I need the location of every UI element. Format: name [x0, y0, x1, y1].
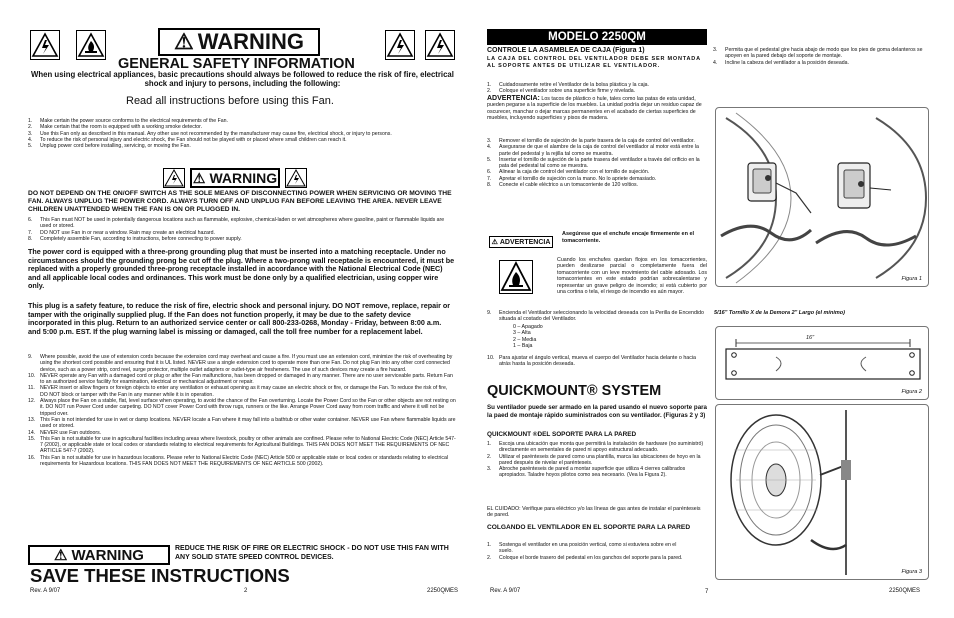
list-item: [487, 466, 707, 479]
item-text: Unplug power cord before installing, servicing, or moving the Fan.: [40, 143, 191, 150]
warning-box-bottom: ⚠ WARNING: [28, 545, 170, 565]
list-item: [487, 441, 707, 454]
doc-code: 2250QMES: [889, 588, 921, 594]
list-item: [713, 47, 928, 60]
electric-hazard-icon: [30, 30, 60, 60]
page-number: 7: [705, 589, 709, 595]
screw-note: 5/16" Tornillo X de la Demora 2" Largo (el mínimo): [714, 310, 845, 316]
item-number: 15.: [28, 435, 36, 442]
list-item: [28, 373, 456, 386]
item-text: This Fan is not suitable for use in hazardous locations. Please refer to National Electric Code (NEC) Article 500 or applicable state or local codes or standards relating to electrical requirements for Hazardous locations. THIS FAN DOES NOT MEET THE REQUIREMENTS OF NEC ARTICLE 500 (2002).: [40, 454, 448, 468]
item-text: Use this Fan only as described in this manual. Any other use not recommended by the manufacturer may cause fire, electrical shock, or injury to persons.: [40, 130, 392, 137]
list-item: [28, 436, 456, 455]
item-text: Where possible, avoid the use of extension cords because the extension cord may overheat and cause a fire. If you must use an extension cord, minimize the risk of overheating by using the shortest cord possible and ensuring that it is UL listed. NEVER use a single extension cord to operate more than one Fan. Do not plug Fan into any other cord connected device, such as a power strip, cord reel, surge protector, multiple outlet adapters or outlet-type air fresheners. The use of such devices may create a fire hazard.: [40, 354, 453, 373]
item-text: Escoja una ubicación que monta que permitirá la instalación de hardware (no suministró) directamente en sementales de pared ni apoyo estructural adecuado.: [499, 441, 704, 454]
electric-hazard-icon: [285, 168, 307, 188]
item-number: 3.: [487, 138, 492, 144]
safety-list-b: [28, 217, 456, 242]
warning-triangle-icon: ⚠: [192, 169, 206, 186]
colgando-heading: COLGANDO EL VENTILADOR EN EL SOPORTE PARA LA PARED: [487, 524, 691, 531]
figure-2-label: Figura 2: [901, 389, 922, 395]
figure-1: [715, 107, 929, 287]
do-not-depend-text: DO NOT DEPEND ON THE ON/OFF SWITCH AS THE SOLE MEANS OF DISCONNECTING POWER WHEN SERVICING OR MOVING THE FAN. ALWAYS UNPLUG THE POWER CORD. ALWAYS TURN OFF AND UNPLUG FAN BEFORE LEAVING THE AREA. NEVER LEAVE CHILDREN UNATTENDED WHEN THE FAN IS ON OR PLUGGED IN.: [28, 190, 452, 214]
item-text: NEVER operate any Fan with a damaged cord or plug or after the Fan malfunctions, has been dropped or damaged in any manner. There are no user serviceable parts. Return Fan to an authorized service facility for examination, electrical or mechanical adjustment or repair.: [40, 372, 453, 386]
item-text: DO NOT use Fan in or near a window. Rain may create an electrical hazard.: [40, 229, 215, 236]
speeds-list: [513, 324, 593, 350]
item-number: 5.: [28, 143, 33, 150]
list-item: [28, 143, 456, 149]
warning-triangle-icon: ⚠: [491, 239, 498, 246]
item-number: 14.: [28, 429, 36, 436]
speed-option: 2 – Media: [513, 336, 537, 343]
doc-code: 2250QMES: [427, 588, 459, 594]
item-number: 13.: [28, 416, 36, 423]
quickmount-title: QUICKMOUNT® SYSTEM: [487, 383, 662, 399]
item-text: Always place the Fan on a stable, flat, level surface when operating, to avoid the chance of the Fan overturning. Locate the Power Cord so the Fan or other objects are not resting on it. DO NOT run Power Cord under carpeting. DO NOT cover Power Cord with throw rugs, runners or the like. Arrange Power Cord away from room traffic and where it will not be tripped over.: [40, 398, 456, 417]
item-number: 1.: [28, 118, 33, 124]
advertencia-label: ADVERTENCIA:: [487, 95, 540, 102]
item-text: Make certain the power source conforms to the electrical requirements of the Fan.: [40, 118, 228, 124]
power-cord-text: The power cord is equipped with a three-prong grounding plug that must be inserted into a matching receptacle. Under no circumstances should the grounding prong be cut off the plug. Where a two-prong wall receptacle is encountered, it must be replaced with a properly grounded three-prong receptacle installed in accordance with the National Electrical Code (NEC) and all applicable local codes and ordinances. This work must be done only by a qualified electrician, using copper wire only.: [28, 247, 455, 291]
electric-hazard-icon: [385, 30, 415, 60]
item-number: 11.: [28, 385, 35, 392]
item-number: 2.: [487, 453, 492, 460]
section-title: GENERAL SAFETY INFORMATION: [118, 56, 355, 72]
quickmount-steps: [487, 441, 707, 479]
list-item: [487, 157, 707, 170]
item-text: Conecte el cable eléctrico a un tomacorriente de 120 voltios.: [499, 182, 638, 189]
item-number: 4.: [28, 136, 33, 143]
item-number: 1.: [487, 441, 492, 447]
list-item: [28, 398, 456, 417]
item-text: Coloque el ventilador sobre una superficie firme y nivelada.: [499, 88, 636, 95]
item-number: 8.: [487, 182, 492, 189]
electric-hazard-icon: [425, 30, 455, 60]
advertencia-box: ⚠ ADVERTENCIA: [489, 236, 553, 248]
item-text: Utilizar el parénteseis de pared como una plantilla, marca las ubicaciones de hoyo en la pared después de nivelar el parénteseis.: [499, 453, 701, 466]
cuidado-note: EL CUIDADO: Verifique para eléctrico y/o las líneas de gas antes de instalar el parénteseis de pared.: [487, 506, 701, 519]
item-text: Apretar el tornillo de sujeción con la mano. No lo apriete demasiado.: [499, 175, 657, 182]
item-number: 16.: [28, 454, 36, 461]
right-page: [477, 0, 954, 618]
fire-hazard-icon: [76, 30, 106, 60]
list-item: [487, 182, 707, 188]
save-instructions-title: SAVE THESE INSTRUCTIONS: [30, 565, 290, 586]
list-item: [487, 88, 707, 94]
step-number: 9.: [487, 310, 492, 316]
item-number: 6.: [487, 169, 492, 176]
safety-feature-text: This plug is a safety feature, to reduce the risk of fire, electric shock and personal injury. DO NOT remove, replace, repair or tamper with the originally supplied plug. If the Fan does not function properly, it may be due to the safety device incorporated in this plug. Return to an authorized service center or call 800-233-0268, Monday - Friday, between 8:00 a.m. and 5:00 p.m. EST. If the plug warning label is missing or damaged, call the toll free number for a replacement label.: [28, 301, 451, 336]
item-text: This Fan is not suitable for use in agricultural facilities including areas where livestock, poultry or other animals are confined. Please refer to National Electric Code (NEC) Article 547-7 (2002), or applicable state or local codes or standards relating to electrical requirements for Agricultural Buildings. THIS FAN DOES NOT MEET THE REQUIREMENTS OF NEC ARTICLE 547-7 (2002).: [40, 435, 456, 455]
dimension-label: 16": [806, 335, 815, 341]
list-item: [28, 217, 456, 230]
figure-1-label: Figura 1: [901, 276, 922, 282]
page-number: 2: [244, 588, 248, 594]
item-number: 7.: [487, 175, 492, 182]
step-9: 9. Encienda el Ventilador seleccionando la velocidad deseada con la Perilla de Encendido situada al costado del Ventilador.: [487, 310, 704, 323]
item-number: 5.: [487, 156, 492, 163]
item-number: 10.: [28, 372, 36, 379]
figure-2: [715, 326, 929, 400]
list-item: [487, 542, 687, 555]
item-number: 1.: [487, 542, 492, 548]
quickmount-intro: Su ventilador puede ser armado en la pared usando el nuevo soporte para la paed de montaje rápido suministrados con su ventilador. (Figuras 2 y 3): [487, 404, 707, 419]
list-item: [487, 555, 687, 561]
steps-list-1: [487, 82, 707, 95]
item-text: NEVER insert or allow fingers or foreign objects to enter any ventilation or exhaust opening as it may cause an electric shock or fire, or damage the Fan. To reduce the risk of fire, DO NOT block or tamper with the Fan in any manner while it is in operation.: [40, 385, 448, 398]
fire-hazard-icon: [499, 260, 533, 294]
item-number: 2.: [28, 124, 33, 131]
list-item: [28, 455, 456, 468]
item-text: Insertar el tornillo de sujeción de la parte trasera del ventilador a través del orificio en la pata del pedestal tal como se muestra.: [499, 156, 700, 170]
safety-list-a: [28, 118, 456, 149]
reduce-risk-text: REDUCE THE RISK OF FIRE OR ELECTRIC SHOCK - DO NOT USE THIS FAN WITH ANY SOLID STATE SPEED CONTROL DEVICES.: [175, 545, 449, 561]
figure-3: [715, 404, 929, 580]
electric-hazard-icon: [163, 168, 185, 188]
warning-box-small: ⚠ WARNING: [190, 168, 280, 188]
item-number: 9.: [28, 354, 33, 360]
advertencia-paragraph: ADVERTENCIA: Los tacos de plástico o hule, tales como las patas de esta unidad, pueden pegarse a la superficie de los muebles. La unidad podría dejar un residuo capaz de oscurecer, manchar o dejar marcas permanentes en el acabado de ciertas superficies de muebles, incluyendo superficies y pisos de madera.: [487, 95, 702, 122]
advertencia-note: Asegúrese que el enchufe encaje firmemente en el tomacorriente.: [562, 231, 695, 244]
safety-list-c: [28, 354, 456, 467]
item-number: 2.: [487, 88, 492, 95]
list-item: [487, 454, 707, 467]
colgando-steps-cont: [713, 47, 928, 66]
item-text: To reduce the risk of personal injury and electric shock, the Fan should not be played with or placed where small children can reach it.: [40, 136, 347, 143]
speed-option: 0 – Apagado: [513, 324, 543, 330]
warning-banner: ⚠ WARNING: [158, 28, 320, 56]
item-text: This Fan must NOT be used in potentially dangerous locations such as flammable, explosive, chemical-laden or wet atmospheres where gasoline, paint or flammable liquids are used or stored.: [40, 217, 445, 230]
list-item: [28, 354, 456, 373]
item-number: 4.: [713, 59, 718, 66]
wall-bracket-illustration: [716, 327, 930, 401]
item-number: 2.: [487, 554, 492, 561]
item-text: NEVER use Fan outdoors.: [40, 429, 102, 436]
item-text: Abroche parénteseis de pared a montar superficie que utiliza 4 cierres calibrados apropiados. Taladre hoyos pilotos como sea necesario. (Vea la Figura 2).: [499, 466, 686, 479]
item-number: 3.: [713, 47, 718, 53]
item-text: Remover el tornillo de sujeción de la parte trasera de la caja de control del ventilador.: [499, 138, 695, 144]
item-text: Permita que el pedestal gire hacia abajo de modo que los pies de goma delanteros se apoyen en la pared debajo del soporte de montaje.: [725, 47, 923, 60]
fan-pedestal-illustration: [716, 108, 930, 288]
list-item: [713, 60, 928, 66]
item-text: Incline la cabeza del ventilador a la posición deseada.: [725, 59, 850, 66]
rev-label: Rev. A 9/07: [490, 588, 521, 594]
list-item: [28, 385, 456, 398]
wall-mounted-fan-illustration: [716, 405, 930, 581]
rev-label: Rev. A 9/07: [30, 588, 61, 594]
item-number: 7.: [28, 229, 33, 236]
item-text: Completely assemble Fan, according to instructions, before connecting to power supply.: [40, 235, 242, 242]
steps-list-2: [487, 138, 707, 188]
speed-option: 1 – Baja: [513, 343, 533, 350]
speed-option: 3 – Alta: [513, 330, 531, 337]
control-heading: CONTROLE LA ASAMBLEA DE CAJA (Figura 1): [487, 47, 645, 54]
colgando-steps: [487, 542, 687, 561]
item-number: 6.: [28, 217, 33, 223]
read-all-text: Read all instructions before using this Fan.: [126, 95, 334, 107]
item-text: Make certain that the room is equipped with a working smoke detector.: [40, 124, 203, 131]
step-10: 10. Para ajustar el ángulo vertical, mueva el cuerpo del Ventilador hacia delante o hacia atrás hasta la posición deseada.: [487, 355, 696, 368]
step-number: 10.: [487, 355, 495, 361]
item-number: 12.: [28, 398, 36, 405]
item-text: Alinear la caja de control del ventilador con el tornillo de sujeción.: [499, 169, 650, 176]
item-number: 3.: [28, 130, 33, 137]
quickmount-subheading: QUICKMOUNT ®DEL SOPORTE PARA LA PARED: [487, 431, 637, 438]
model-banner: MODELO 2250QM: [487, 29, 707, 45]
item-text: Coloque el borde trasero del pedestal en los ganchos del soporte para la pared.: [499, 554, 683, 561]
item-text: This Fan is not intended for use in wet or damp locations. NEVER locate a Fan where it may fall into a bathtub or other water container. NEVER use Fan where flammable liquids are used or stored.: [40, 416, 456, 430]
item-number: 4.: [487, 144, 492, 151]
item-text: Cuidadosamente retire el Ventilador de la bolsa plástica y la caja.: [499, 82, 649, 88]
fire-note: Cuando los enchufes quedan flojos en los tomacorrientes, pueden deslizarse parcial o completamente fuera del tomacorriente con un leve movimiento del cable adosado. Los tomacorrientes en este estado podrían sobrecalentarse y representar un grave peligro de incendio; si está cubierto por una cortina o tela, el riesgo de incendio es aún mayor.: [557, 257, 707, 296]
intro-text: When using electrical appliances, basic precautions should always be followed to reduce the risk of fire, electrical shock and injury to persons, including the following:: [31, 70, 454, 89]
item-text: Sostenga el ventilador en una posición vertical, como si estuviera sobre en el suelo.: [499, 542, 677, 555]
item-number: 1.: [487, 82, 492, 88]
list-item: [487, 144, 707, 157]
warning-triangle-icon: ⚠: [173, 29, 194, 54]
list-item: [28, 417, 456, 430]
item-number: 3.: [487, 466, 492, 473]
item-text: Asegurarse de que el alambre de la caja de control del ventilador al motor está entre la parte del pedestal y la rejilla tal como se muestra.: [499, 144, 699, 157]
warning-triangle-icon: ⚠: [54, 547, 68, 564]
list-item: [28, 236, 456, 242]
control-subheading: LA CAJA DEL CONTROL DEL VENTILADOR DEBE SER MONTADA AL SOPORTE ANTES DE UTILIZAR EL VENTILADOR.: [487, 56, 701, 69]
item-number: 8.: [28, 235, 33, 242]
figure-3-label: Figura 3: [901, 569, 922, 575]
